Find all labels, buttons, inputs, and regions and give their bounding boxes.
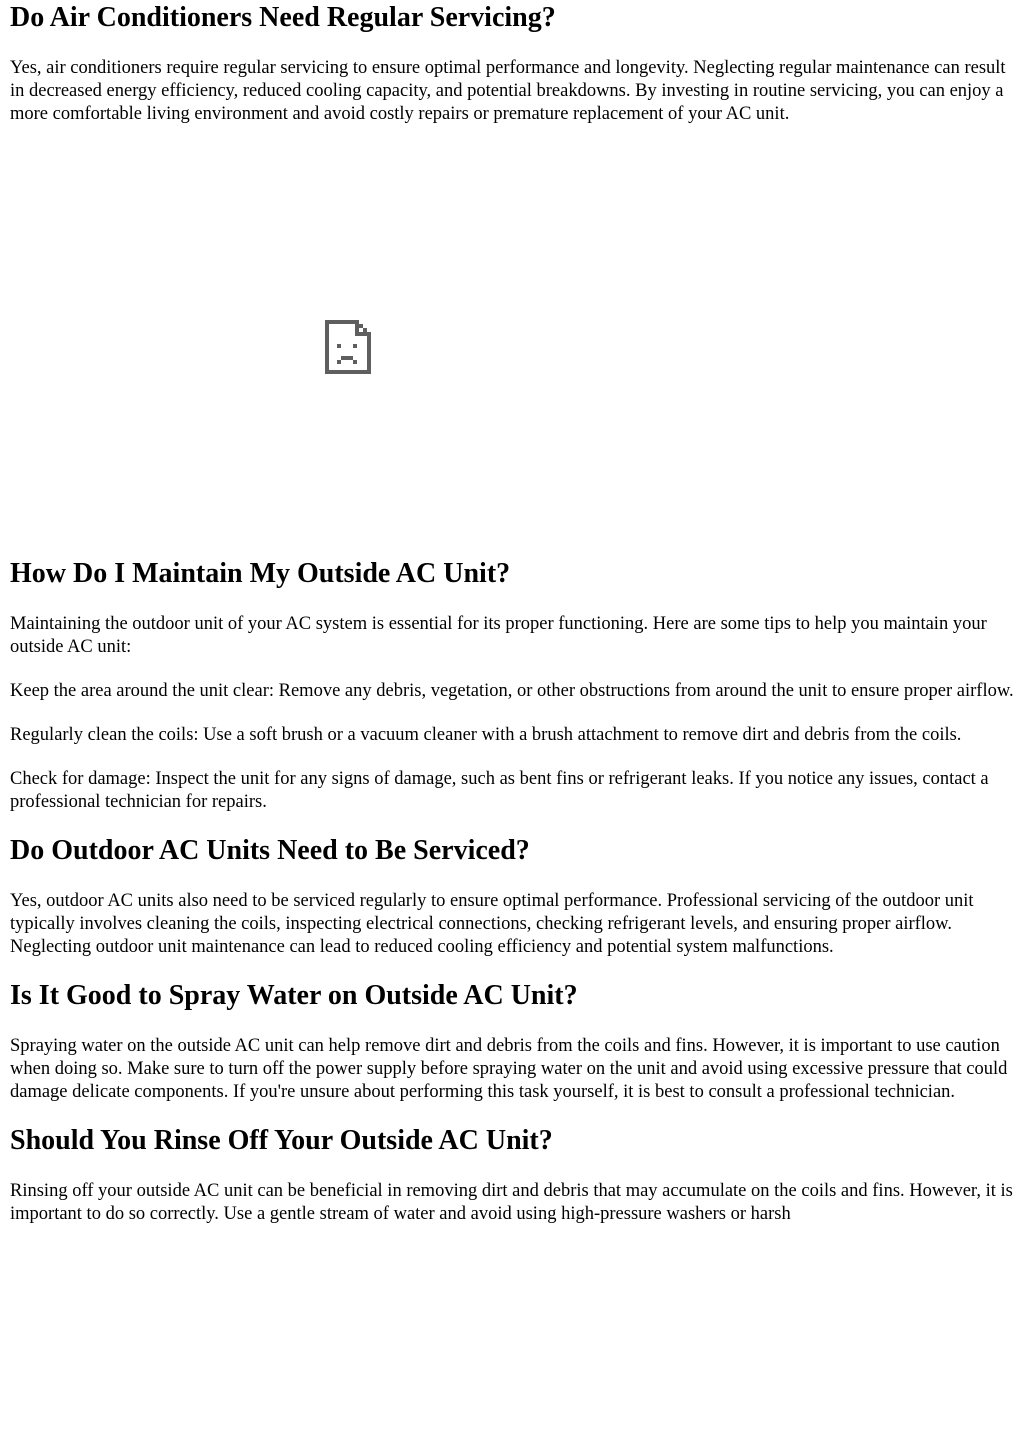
section-paragraph: Yes, outdoor AC units also need to be serviced regularly to ensure optimal performance. Professional servicing of the outdoor unit typically involves cleaning the coils, inspecting electrical connections, checking refrigerant levels, and ensuring proper airflow. Neglecting outdoor unit maintenance can lead to reduced cooling efficiency and potential system malfunctions.	[10, 891, 974, 957]
section-paragraph: Check for damage: Inspect the unit for any signs of damage, such as bent fins or refrigerant leaks. If you notice any issues, contact a professional technician for repairs.	[10, 769, 989, 812]
embedded-image	[10, 126, 1014, 558]
section-paragraph: Spraying water on the outside AC unit can help remove dirt and debris from the coils and fins. However, it is important to use caution when doing so. Make sure to turn off the power supply before spraying water on the unit and avoid using excessive pressure that could damage delicate components. If you're unsure about performing this task yourself, it is best to consult a professional technician.	[10, 1036, 1008, 1102]
section-paragraph: Maintaining the outdoor unit of your AC system is essential for its proper functioning. Here are some tips to help you maintain your outside AC unit:	[10, 614, 987, 657]
section-heading: Do Air Conditioners Need Regular Servicing?	[10, 2, 556, 33]
section-heading: How Do I Maintain My Outside AC Unit?	[10, 558, 511, 589]
section-heading: Should You Rinse Off Your Outside AC Unit?	[10, 1125, 553, 1156]
section-heading: Do Outdoor AC Units Need to Be Serviced?	[10, 835, 530, 866]
section-paragraph: Regularly clean the coils: Use a soft brush or a vacuum cleaner with a brush attachment to remove dirt and debris from the coils.	[10, 725, 962, 745]
section-paragraph: Rinsing off your outside AC unit can be beneficial in removing dirt and debris that may accumulate on the coils and fins. However, it is important to do so correctly. Use a gentle stream of water and avoid using high-pressure washers or harsh	[10, 1181, 1013, 1224]
section-paragraph: Yes, air conditioners require regular servicing to ensure optimal performance and longevity. Neglecting regular maintenance can result in decreased energy efficiency, reduced cooling capacity, and potential breakdowns. By investing in routine servicing, you can enjoy a more comfortable living environment and avoid costly repairs or premature replacement of your AC unit.	[10, 58, 1006, 124]
section-paragraph: Keep the area around the unit clear: Remove any debris, vegetation, or other obstructions from around the unit to ensure proper airflow.	[10, 681, 1014, 701]
section-heading: Is It Good to Spray Water on Outside AC Unit?	[10, 980, 578, 1011]
broken-image-icon	[323, 318, 373, 376]
